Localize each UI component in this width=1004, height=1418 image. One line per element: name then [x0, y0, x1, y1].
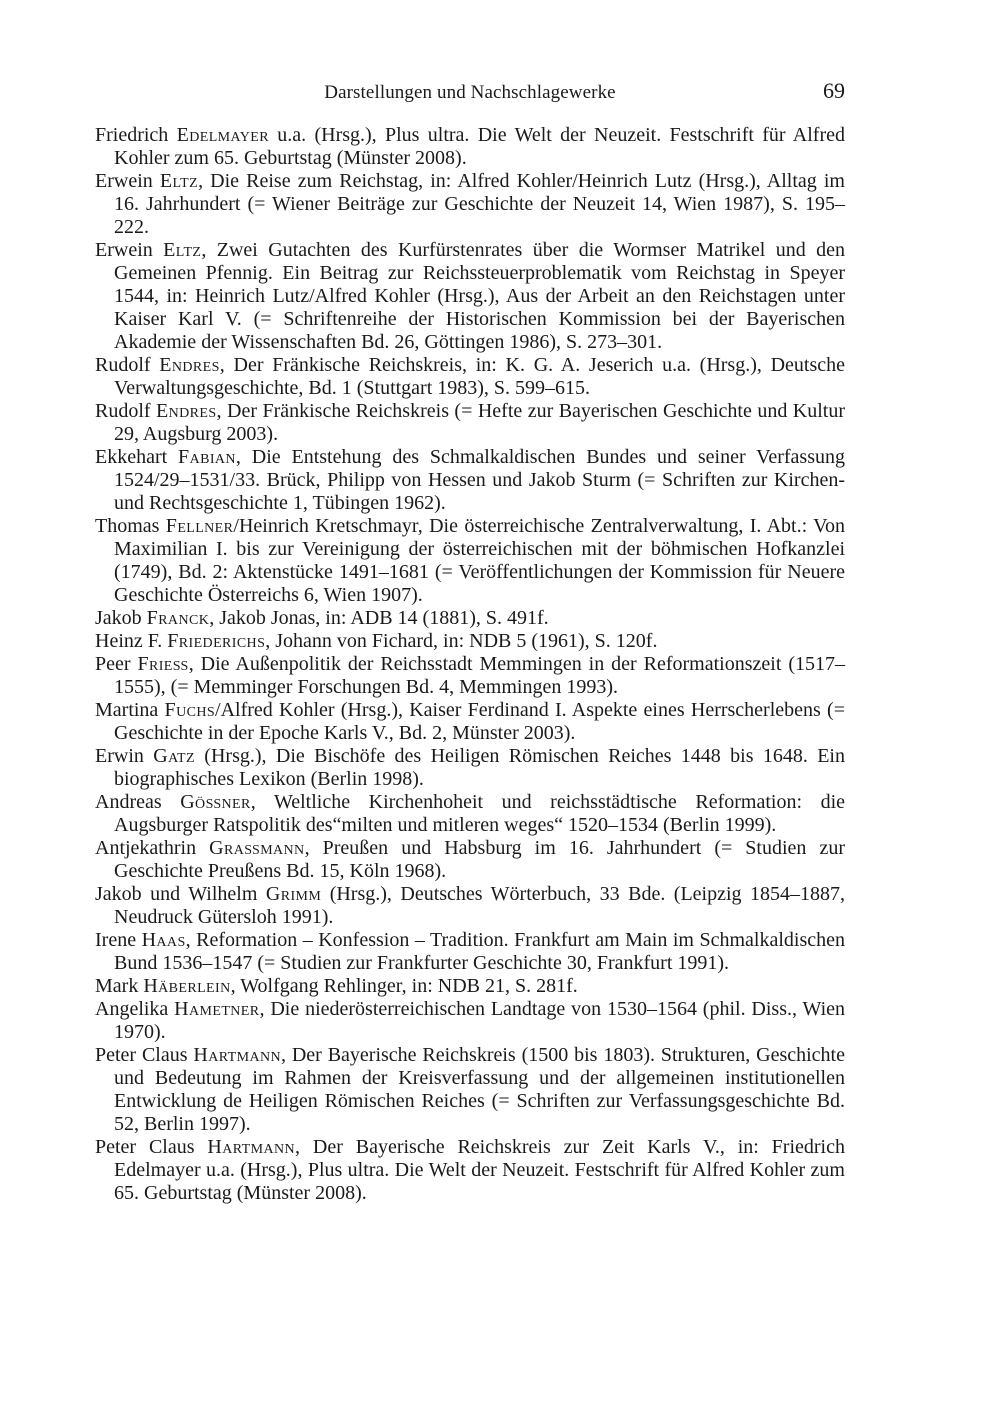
entry-author-surname: Gößner: [180, 791, 251, 813]
entry-forename: Jakob und Wilhelm: [95, 883, 266, 905]
entry-citation: /Heinrich Kretschmayr, Die österreichische Zentralverwaltung, I. Abt.: Von Maximilian I. bis zur Vereinigung der österreichischen mit der böhmischen Hofkanzlei (1749), Bd. 2: Aktenstücke 1491–1681 (= Veröffentlichungen der Kommission für Neuere Geschichte Österreichs 6, Wien 1907).: [114, 515, 846, 606]
bibliography-entry: [95, 929, 845, 975]
bibliography-entry: [95, 653, 845, 699]
bibliography-entry: [95, 446, 845, 515]
entry-forename: Erwein: [95, 239, 164, 261]
entry-forename: Irene: [95, 929, 142, 951]
entry-forename: Erwin: [95, 745, 154, 767]
page-header: [95, 76, 845, 112]
entry-forename: Martina: [95, 699, 165, 721]
bibliography-entry: [95, 1136, 845, 1205]
entry-forename: Rudolf: [95, 400, 157, 422]
bibliography-entry: [95, 699, 845, 745]
entry-author-surname: Hartmann: [207, 1136, 295, 1158]
entry-author-surname: Graßmann: [209, 837, 305, 859]
bibliography-entry: [95, 791, 845, 837]
entry-citation: , Zwei Gutachten des Kurfürstenrates über die Wormser Matrikel und den Gemeinen Pfennig. Ein Beitrag zur Reichssteuerproblematik vom Reichstag in Speyer 1544, in: Heinrich Lutz/Alfred Kohler (Hrsg.), Aus der Arbeit an den Reichstagen unter Kaiser Karl V. (= Schriftenreihe der Historischen Kommission bei der Bayerischen Akademie der Wissenschaften Bd. 26, Göttingen 1986), S. 273–301.: [114, 239, 845, 353]
bibliography-entry: [95, 883, 845, 929]
entry-forename: Antjekathrin: [95, 837, 210, 859]
bibliography-entry: [95, 975, 845, 998]
entry-citation: , Reformation – Konfession – Tradition. Frankfurt am Main im Schmalkaldischen Bund 1536–1547 (= Studien zur Frankfurter Geschichte 30, Frankfurt 1991).: [114, 929, 845, 974]
entry-citation: , Preußen und Habsburg im 16. Jahrhundert (= Studien zur Geschichte Preußens Bd. 15, Köln 1968).: [114, 837, 845, 882]
entry-citation: , Die niederösterreichischen Landtage von 1530–1564 (phil. Diss., Wien 1970).: [114, 998, 845, 1043]
bibliography-entry: [95, 837, 845, 883]
entry-author-surname: Eltz: [163, 239, 202, 261]
entry-forename: Erwein: [95, 170, 160, 192]
entry-forename: Peter Claus: [95, 1044, 194, 1066]
entry-forename: Heinz F.: [95, 630, 168, 652]
entry-forename: Rudolf: [95, 354, 160, 376]
entry-forename: Peter Claus: [95, 1136, 208, 1158]
bibliography-entry: [95, 630, 845, 653]
page-number: 69: [823, 78, 845, 103]
entry-citation: , Weltliche Kirchenhoheit und reichsstädtische Reformation: die Augsburger Ratspolitik des“milten und mitleren weges“ 1520–1534 (Berlin 1999).: [114, 791, 846, 836]
entry-forename: Thomas: [95, 515, 166, 537]
entry-citation: , Die Entstehung des Schmalkaldischen Bundes und seiner Verfassung 1524/29–1531/33. Brück, Philipp von Hessen und Jakob Sturm (= Schriften zur Kirchen- und Rechtsgeschichte 1, Tübingen 1962).: [114, 446, 846, 514]
entry-citation: (Hrsg.), Die Bischöfe des Heiligen Römischen Reiches 1448 bis 1648. Ein biographisches Lexikon (Berlin 1998).: [114, 745, 845, 790]
entry-author-surname: Frieß: [137, 653, 189, 675]
entry-forename: Mark: [95, 975, 144, 997]
bibliography-entry: [95, 515, 845, 607]
bibliography-entry: [95, 124, 845, 170]
bibliography-entry: [95, 998, 845, 1044]
entry-author-surname: Hartmann: [193, 1044, 281, 1066]
bibliography-entry: [95, 400, 845, 446]
entry-author-surname: Edelmayer: [176, 124, 269, 146]
entry-author-surname: Häberlein: [143, 975, 231, 997]
entry-author-surname: Fuchs: [164, 699, 216, 721]
entry-citation: , Der Bayerische Reichskreis zur Zeit Karls V., in: Friedrich Edelmayer u.a. (Hrsg.), Plus ultra. Die Welt der Neuzeit. Festschrift für Alfred Kohler zum 65. Geburtstag (Münster 2008).: [114, 1136, 845, 1204]
entry-citation: /Alfred Kohler (Hrsg.), Kaiser Ferdinand I. Aspekte eines Herrscherlebens (= Geschichte in der Epoche Karls V., Bd. 2, Münster 2003).: [114, 699, 845, 744]
entry-citation: , Der Fränkische Reichskreis, in: K. G. A. Jeserich u.a. (Hrsg.), Deutsche Verwaltungsgeschichte, Bd. 1 (Stuttgart 1983), S. 599–615.: [114, 354, 845, 399]
bibliography-entry: [95, 745, 845, 791]
entry-author-surname: Gatz: [153, 745, 195, 767]
entry-author-surname: Hametner: [174, 998, 260, 1020]
bibliography-entry: [95, 354, 845, 400]
bibliography-entry: [95, 170, 845, 239]
entry-forename: Friedrich: [95, 124, 177, 146]
entry-citation: , Wolfgang Rehlinger, in: NDB 21, S. 281f.: [230, 975, 578, 997]
running-title: Darstellungen und Nachschlagewerke: [324, 82, 616, 103]
entry-forename: Angelika: [95, 998, 175, 1020]
bibliography-entry: [95, 1044, 845, 1136]
entry-author-surname: Endres: [156, 400, 217, 422]
entry-citation: , Der Fränkische Reichskreis (= Hefte zur Bayerischen Geschichte und Kultur 29, Augsburg 2003).: [114, 400, 845, 445]
bibliography-entry: [95, 239, 845, 354]
entry-forename: Jakob: [95, 607, 147, 629]
entry-forename: Peer: [95, 653, 138, 675]
entry-citation: , Die Außenpolitik der Reichsstadt Memmingen in der Reformationszeit (1517–1555), (= Memminger Forschungen Bd. 4, Memmingen 1993).: [114, 653, 845, 698]
entry-author-surname: Friederichs: [167, 630, 266, 652]
entry-author-surname: Haas: [141, 929, 186, 951]
entry-citation: , Der Bayerische Reichskreis (1500 bis 1803). Strukturen, Geschichte und Bedeutung im Rahmen der Kreisverfassung und der allgemeinen institutionellen Entwicklung de Heiligen Römischen Reiches (= Schriften zur Verfassungsgeschichte Bd. 52, Berlin 1997).: [114, 1044, 845, 1135]
entry-author-surname: Grimm: [265, 883, 322, 905]
bibliography-list: [95, 124, 845, 1205]
entry-author-surname: Eltz: [159, 170, 199, 192]
entry-author-surname: Franck: [146, 607, 210, 629]
entry-citation: (Hrsg.), Deutsches Wörterbuch, 33 Bde. (Leipzig 1854–1887, Neudruck Gütersloh 1991).: [114, 883, 846, 928]
entry-forename: Andreas: [95, 791, 181, 813]
entry-citation: , Jakob Jonas, in: ADB 14 (1881), S. 491f.: [209, 607, 549, 629]
entry-author-surname: Fellner: [165, 515, 234, 537]
entry-citation: , Johann von Fichard, in: NDB 5 (1961), S. 120f.: [265, 630, 658, 652]
bibliography-entry: [95, 607, 845, 630]
entry-forename: Ekkehart: [95, 446, 179, 468]
entry-citation: , Die Reise zum Reichstag, in: Alfred Kohler/Heinrich Lutz (Hrsg.), Alltag im 16. Jahrhundert (= Wiener Beiträge zur Geschichte der Neuzeit 14, Wien 1987), S. 195–222.: [114, 170, 845, 238]
entry-author-surname: Fabian: [178, 446, 236, 468]
entry-citation: u.a. (Hrsg.), Plus ultra. Die Welt der Neuzeit. Festschrift für Alfred Kohler zum 65. Geburtstag (Münster 2008).: [114, 124, 845, 169]
entry-author-surname: Endres: [159, 354, 220, 376]
